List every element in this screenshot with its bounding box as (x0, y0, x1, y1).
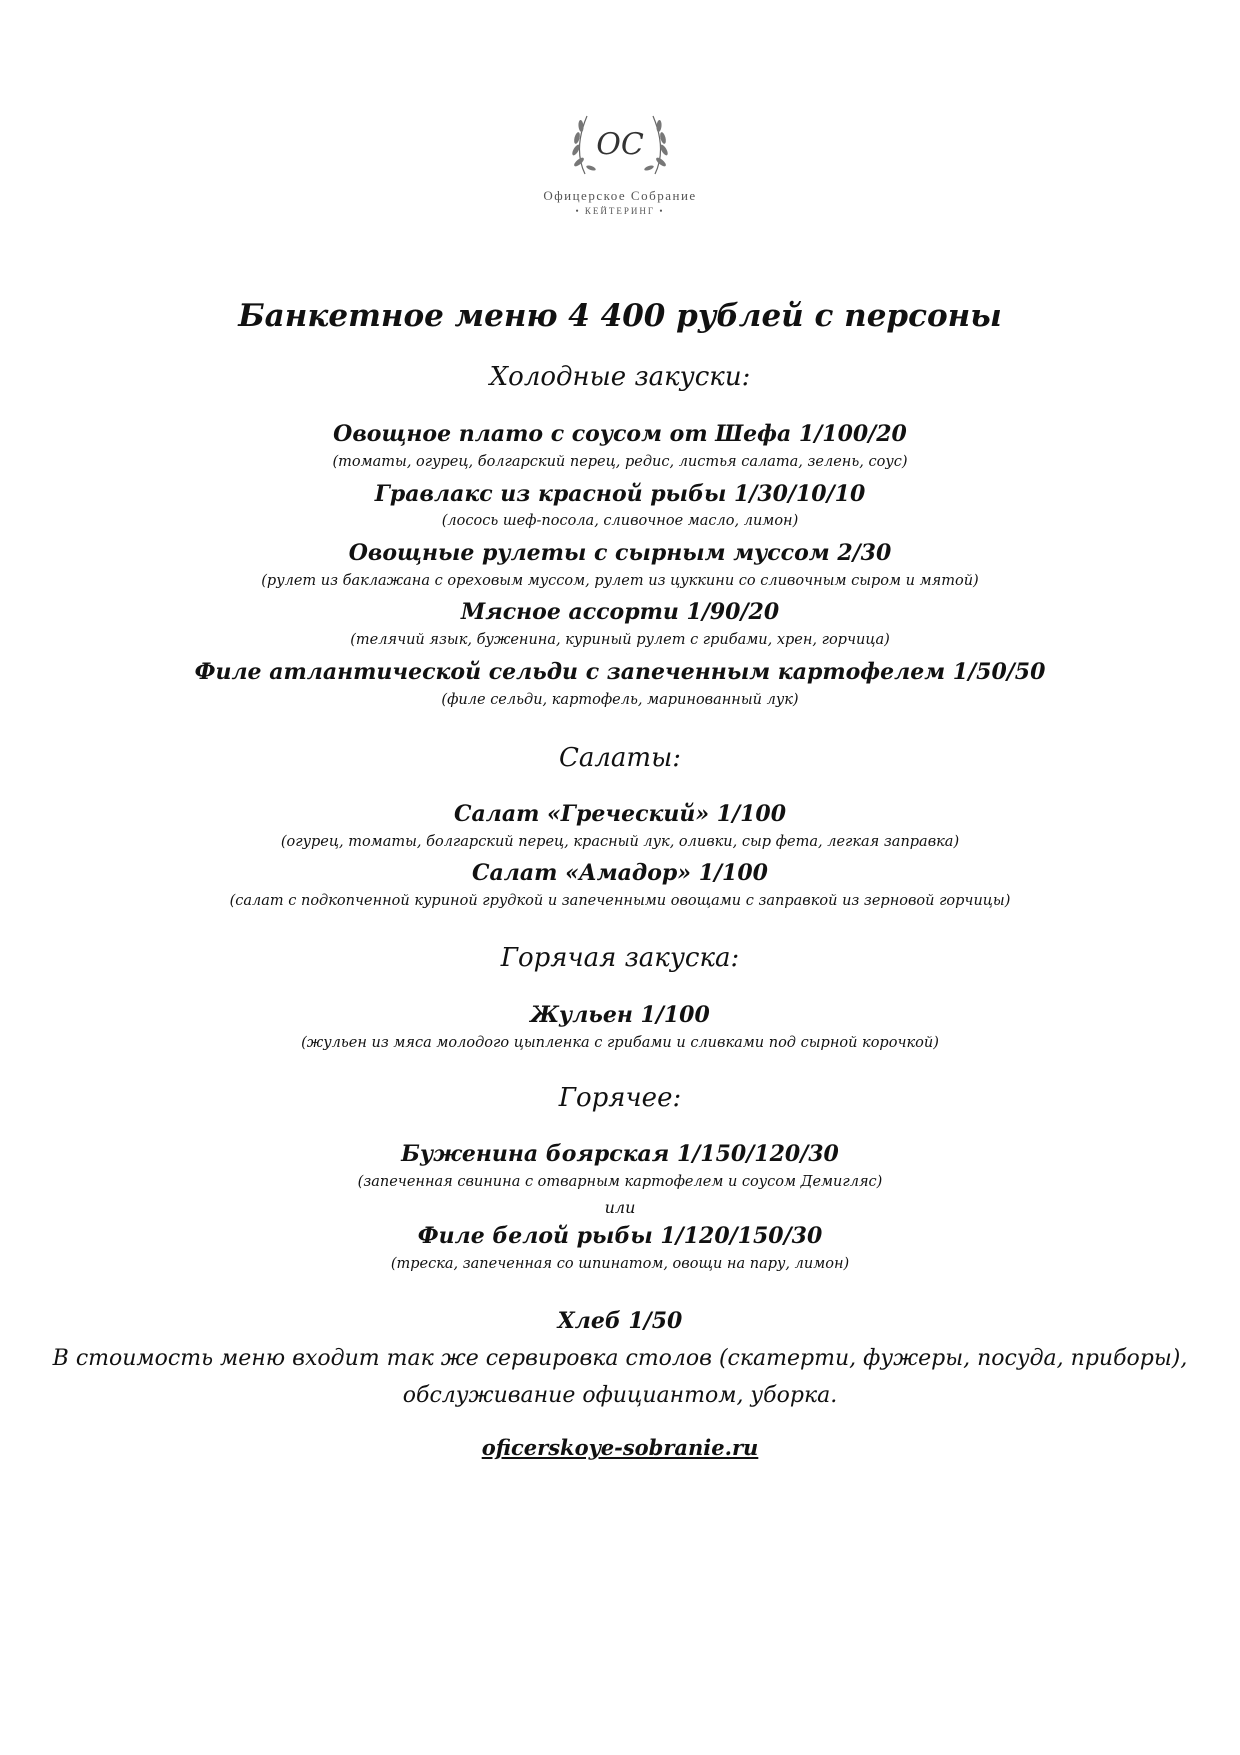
dish-name: Овощное плато с соусом от Шефа 1/100/20 (333, 421, 907, 447)
dish-description: (филе сельди, картофель, маринованный лук) (441, 692, 799, 708)
dish-name: Филе белой рыбы 1/120/150/30 (417, 1223, 823, 1249)
brand-subtitle: • КЕЙТЕРИНГ • (575, 206, 665, 216)
or-separator: или (604, 1198, 636, 1217)
bread-item: Хлеб 1/50 (557, 1308, 683, 1334)
dish-name: Жульен 1/100 (530, 1002, 710, 1028)
dish-description: (томаты, огурец, болгарский перец, редис, листья салата, зелень, соус) (332, 454, 908, 470)
section-heading-salads: Салаты: (558, 743, 682, 773)
laurel-monogram-icon (565, 104, 675, 184)
monogram-text: ОС (596, 127, 644, 162)
dish-description: (салат с подкопченной куриной грудкой и запеченными овощами с заправкой из зерновой горчицы) (229, 893, 1011, 909)
dish-description: (телячий язык, буженина, куриный рулет с грибами, хрен, горчица) (350, 632, 890, 648)
dish-name: Салат «Греческий» 1/100 (453, 801, 787, 827)
service-note-line-1: В стоимость меню входит так же сервировка столов (скатерти, фужеры, посуда, приборы), (52, 1346, 1188, 1371)
dish-name: Филе атлантической сельди с запеченным картофелем 1/50/50 (194, 659, 1046, 685)
dish-description: (лосось шеф-посола, сливочное масло, лимон) (441, 513, 799, 529)
dish-name: Овощные рулеты с сырным муссом 2/30 (348, 540, 892, 566)
service-note-line-2: обслуживание официантом, уборка. (402, 1383, 838, 1408)
website-line (0, 1435, 1240, 1460)
section-heading-hot-starter: Горячая закуска: (500, 943, 740, 973)
dish-description: (жульен из мяса молодого цыпленка с грибами и сливками под сырной корочкой) (301, 1035, 939, 1051)
menu-title: Банкетное меню 4 400 рублей с персоны (238, 298, 1002, 334)
dish-name: Гравлакс из красной рыбы 1/30/10/10 (374, 481, 866, 507)
dish-description: (запеченная свинина с отварным картофелем и соусом Демигляс) (357, 1174, 883, 1190)
dish-name: Буженина боярская 1/150/120/30 (401, 1141, 839, 1167)
dish-name: Салат «Амадор» 1/100 (472, 860, 768, 886)
section-heading-hot: Горячее: (558, 1083, 682, 1113)
dish-description: (треска, запеченная со шпинатом, овощи на пару, лимон) (390, 1256, 850, 1272)
brand-name: Офицерское Собрание (543, 188, 697, 203)
dish-description: (рулет из баклажана с ореховым муссом, рулет из цуккини со сливочным сыром и мятой) (261, 573, 979, 589)
dish-name: Мясное ассорти 1/90/20 (460, 599, 780, 625)
dish-description: (огурец, томаты, болгарский перец, красный лук, оливки, сыр фета, легкая заправка) (280, 834, 960, 850)
brand-logo (520, 104, 720, 239)
section-heading-cold: Холодные закуски: (489, 362, 751, 392)
website-link[interactable]: oficerskoye-sobranie.ru (481, 1435, 759, 1460)
